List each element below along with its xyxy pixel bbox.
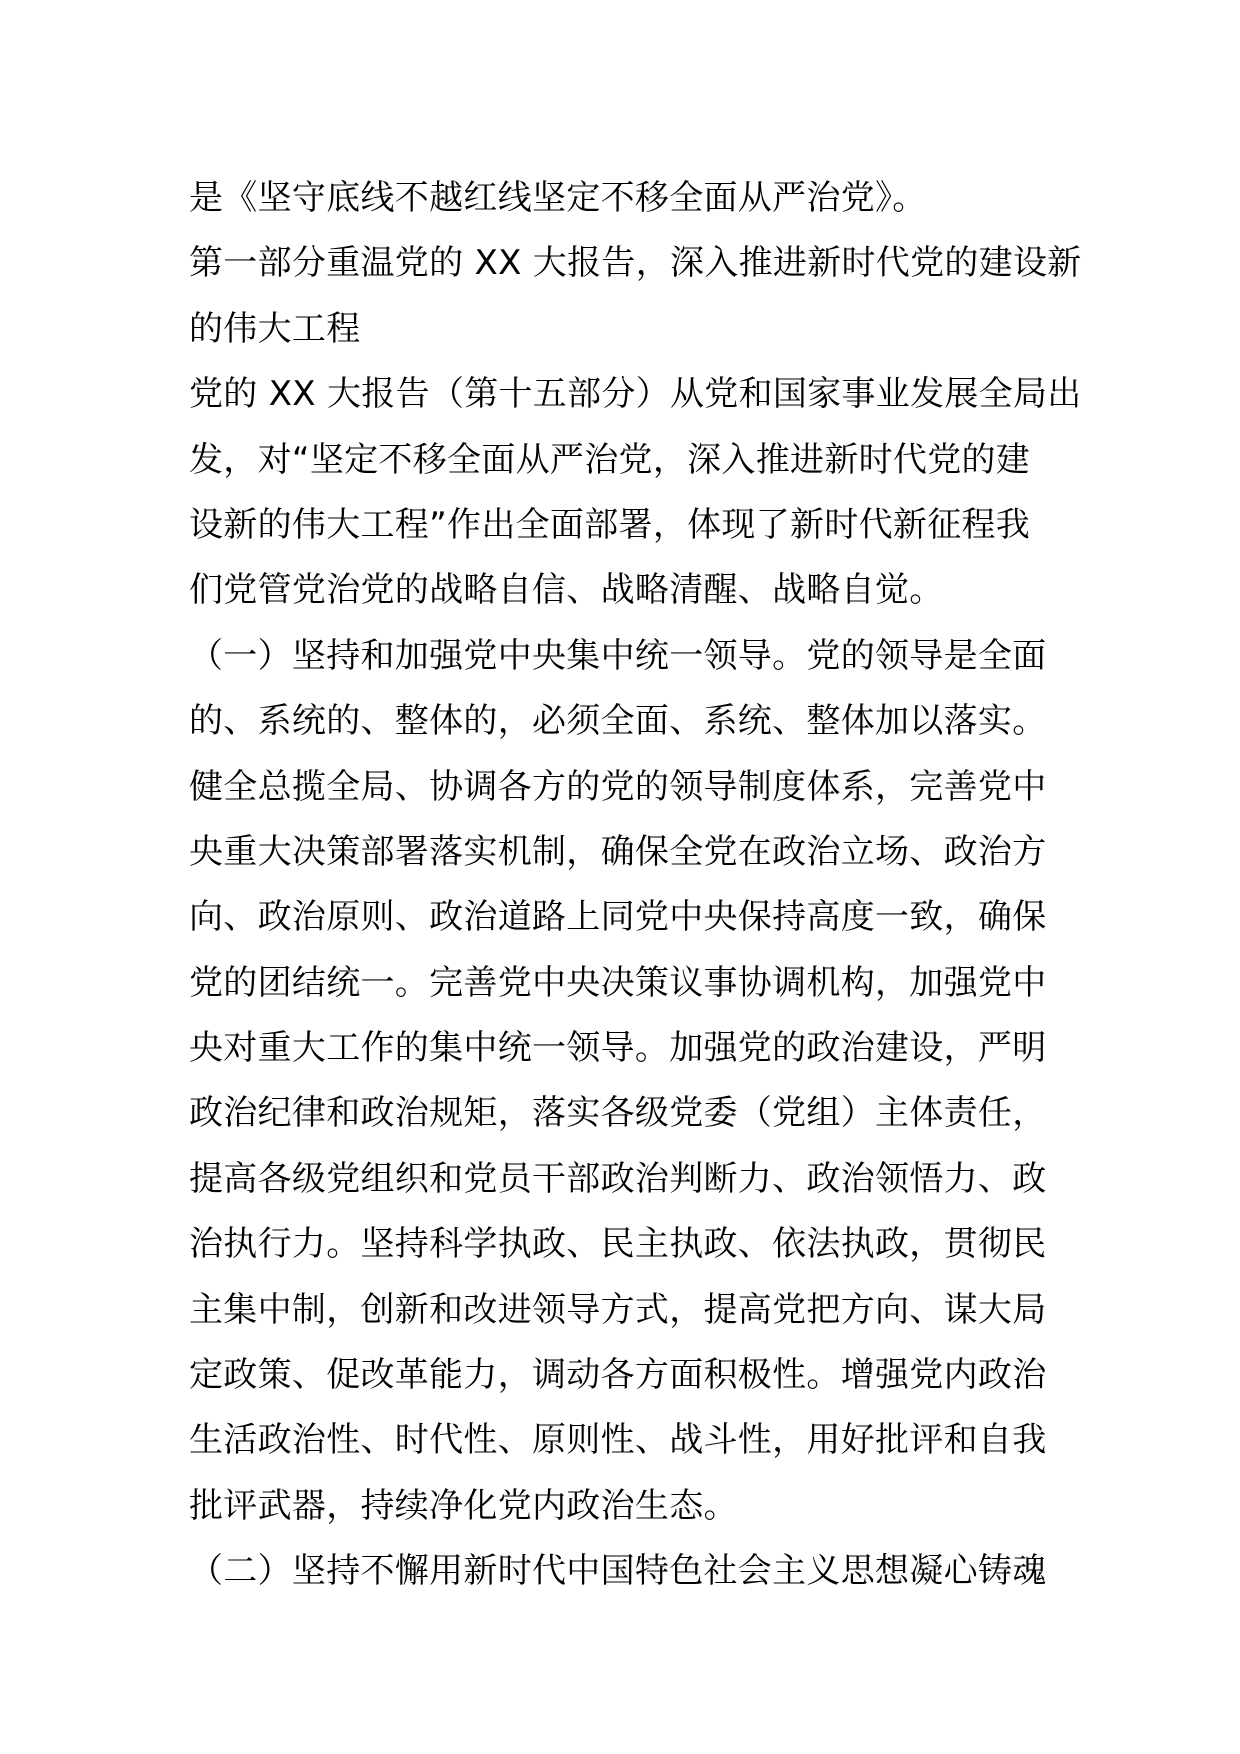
text-line: 定政策、促改革能力，调动各方面积极性。增强党内政治 (189, 1355, 1047, 1396)
text-line: 是《坚守底线不越红线坚定不移全面从严治党》。 (189, 178, 927, 218)
text-line: 政治纪律和政治规矩，落实各级党委（党组）主体责任， (189, 1093, 1047, 1134)
text-line: 央重大决策部署落实机制，确保全党在政治立场、政治方 (189, 831, 1047, 872)
text-line: 发，对“坚定不移全面从严治党，深入推进新时代党的建 (189, 439, 1031, 480)
text-line: 央对重大工作的集中统一领导。加强党的政治建设，严明 (189, 1028, 1047, 1069)
text-line: 主集中制，创新和改进领导方式，提高党把方向、谋大局 (189, 1289, 1047, 1330)
document-page (189, 166, 1082, 1605)
section-heading-line: 第一部分重温党的 XX 大报告，深入推进新时代党的建设新 (189, 243, 1082, 284)
text-line: 批评武器，持续净化党内政治生态。 (189, 1485, 738, 1526)
section-heading-line: 的伟大工程 (189, 308, 361, 349)
text-line: 设新的伟大工程”作出全面部署，体现了新时代新征程我 (189, 504, 1031, 545)
text-line: 向、政治原则、政治道路上同党中央保持高度一致，确保 (189, 897, 1047, 938)
text-line: 治执行力。坚持科学执政、民主执政、依法执政，贯彻民 (189, 1224, 1047, 1265)
text-line: 们党管党治党的战略自信、战略清醒、战略自觉。 (189, 570, 944, 611)
subsection-heading-line: （一）坚持和加强党中央集中统一领导。党的领导是全面 (189, 635, 1047, 676)
subsection-heading-line: （二）坚持不懈用新时代中国特色社会主义思想凝心铸魂 (189, 1551, 1047, 1592)
text-line: 党的 XX 大报告（第十五部分）从党和国家事业发展全局出 (189, 374, 1082, 415)
text-line: 党的团结统一。完善党中央决策议事协调机构，加强党中 (189, 962, 1047, 1003)
text-line: 提高各级党组织和党员干部政治判断力、政治领悟力、政 (189, 1158, 1047, 1199)
text-line: 健全总揽全局、协调各方的党的领导制度体系，完善党中 (189, 766, 1047, 807)
text-line: 的、系统的、整体的，必须全面、系统、整体加以落实。 (189, 701, 1047, 742)
text-line: 生活政治性、时代性、原则性、战斗性，用好批评和自我 (189, 1420, 1047, 1461)
